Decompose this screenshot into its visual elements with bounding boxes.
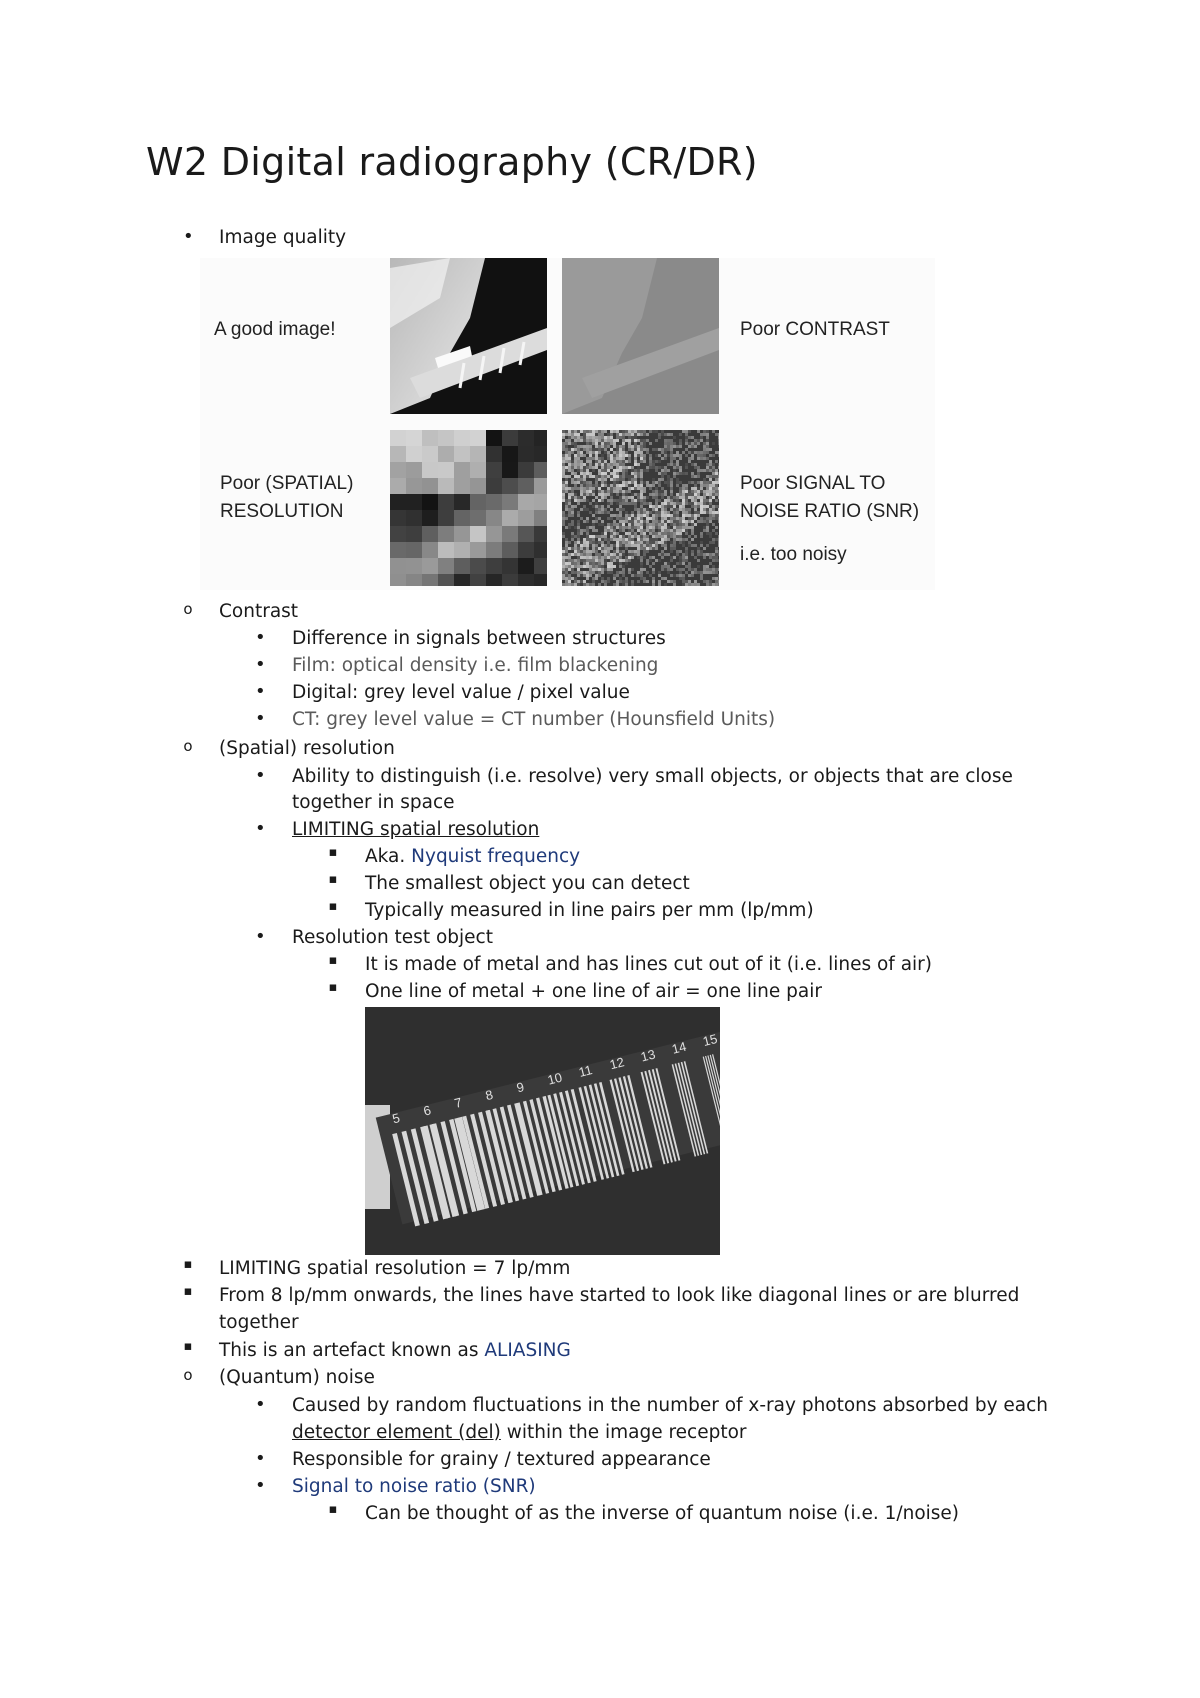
bullet-square: ▪	[183, 1284, 193, 1299]
phantom-group-number: 13	[639, 1046, 657, 1065]
bullet-circle: o	[183, 737, 193, 755]
good-image-label: A good image!	[214, 319, 336, 340]
aliasing-term: ALIASING	[484, 1340, 571, 1361]
bullet-disc: •	[255, 681, 266, 702]
resolution-test-object: Resolution test object	[292, 927, 493, 948]
phantom-group-number: 11	[577, 1062, 594, 1080]
noise-cause-line-1: Caused by random fluctuations in the number of x-ray photons absorbed by each	[292, 1395, 1049, 1416]
poor-snr-label-1: Poor SIGNAL TO	[740, 473, 886, 494]
bullet-square: ▪	[328, 845, 338, 860]
bullet-disc: •	[255, 1394, 266, 1415]
line-pair-phantom-image	[365, 1007, 720, 1255]
aliasing-line	[219, 1339, 571, 1363]
aka-prefix: Aka.	[365, 846, 406, 867]
grainy-appearance: Responsible for grainy / textured appearance	[292, 1449, 711, 1470]
bullet-disc: •	[255, 1475, 266, 1496]
bullet-square: ▪	[183, 1257, 193, 1272]
contrast-item: Difference in signals between structures	[292, 628, 666, 649]
bullet-disc: •	[255, 627, 266, 648]
resolution-ability-line-1: Ability to distinguish (i.e. resolve) very small objects, or objects that are close	[292, 766, 1013, 787]
bullet-disc: •	[255, 708, 266, 729]
poor-resolution-label-2: RESOLUTION	[220, 501, 344, 522]
poor-snr-label-2: NOISE RATIO (SNR)	[740, 501, 920, 522]
poor-resolution-label-1: Poor (SPATIAL)	[220, 473, 354, 494]
bullet-disc: •	[183, 226, 194, 247]
phantom-group-number: 15	[701, 1030, 719, 1050]
line-pair-definition: One line of metal + one line of air = one line pair	[365, 981, 822, 1002]
bullet-square: ▪	[328, 980, 338, 995]
phantom-group-number: 8	[483, 1086, 495, 1104]
page-title: W2 Digital radiography (CR/DR)	[146, 140, 758, 184]
limiting-resolution-heading: LIMITING spatial resolution	[292, 819, 540, 840]
bullet-circle: o	[183, 600, 193, 618]
bullet-square: ▪	[328, 872, 338, 887]
limiting-resolution-value: LIMITING spatial resolution = 7 lp/mm	[219, 1258, 571, 1279]
noise-heading: (Quantum) noise	[219, 1367, 375, 1388]
blur-line-1: From 8 lp/mm onwards, the lines have started to look like diagonal lines or are blurred	[219, 1285, 1020, 1306]
noise-cause-line-2	[292, 1421, 747, 1445]
bullet-square: ▪	[183, 1339, 193, 1354]
contrast-item: Digital: grey level value / pixel value	[292, 682, 630, 703]
bullet-square: ▪	[328, 899, 338, 914]
image-quality-figure	[200, 258, 935, 590]
contrast-item: Film: optical density i.e. film blackening	[292, 655, 659, 676]
poor-contrast-label: Poor CONTRAST	[740, 319, 890, 340]
contrast-heading: Contrast	[219, 601, 299, 622]
phantom-group-number: 5	[390, 1110, 402, 1127]
resolution-heading: (Spatial) resolution	[219, 738, 395, 759]
resolution-ability-line-2: together in space	[292, 792, 455, 813]
bullet-disc: •	[255, 926, 266, 947]
measured-line: Typically measured in line pairs per mm (lp/mm)	[365, 900, 814, 921]
phantom-group-number: 7	[452, 1094, 464, 1111]
contrast-item: CT: grey level value = CT number (Hounsfield Units)	[292, 709, 776, 730]
phantom-group-number: 14	[670, 1038, 688, 1057]
bullet-disc: •	[255, 1448, 266, 1469]
phantom-group-number: 12	[608, 1054, 626, 1073]
metal-line: It is made of metal and has lines cut out of it (i.e. lines of air)	[365, 954, 933, 975]
blur-line-2: together	[219, 1312, 299, 1333]
poor-resolution-image	[390, 430, 547, 586]
detector-element-term: detector element (del)	[292, 1422, 501, 1443]
bullet-disc: •	[255, 765, 266, 786]
poor-snr-image	[562, 430, 719, 586]
snr-term: Signal to noise ratio (SNR)	[292, 1476, 536, 1497]
nyquist-frequency-term: Nyquist frequency	[411, 846, 581, 867]
aliasing-prefix: This is an artefact known as	[219, 1340, 479, 1361]
aka-line	[365, 845, 580, 869]
bullet-circle: o	[183, 1366, 193, 1384]
good-xray-image	[390, 258, 547, 414]
phantom-group-number: 9	[514, 1079, 526, 1096]
poor-contrast-image	[562, 258, 719, 414]
smallest-object-line: The smallest object you can detect	[365, 873, 690, 894]
bullet-square: ▪	[328, 953, 338, 968]
noise-cause-rest: within the image receptor	[500, 1422, 747, 1443]
poor-snr-label-3: i.e. too noisy	[740, 544, 847, 565]
phantom-group-number: 10	[546, 1069, 564, 1088]
bullet-disc: •	[255, 818, 266, 839]
snr-inverse-line: Can be thought of as the inverse of quantum noise (i.e. 1/noise)	[365, 1503, 960, 1524]
bullet-square: ▪	[328, 1502, 338, 1517]
bullet-disc: •	[255, 654, 266, 675]
phantom-group-number: 6	[421, 1102, 433, 1119]
image-quality-heading: Image quality	[219, 227, 347, 248]
